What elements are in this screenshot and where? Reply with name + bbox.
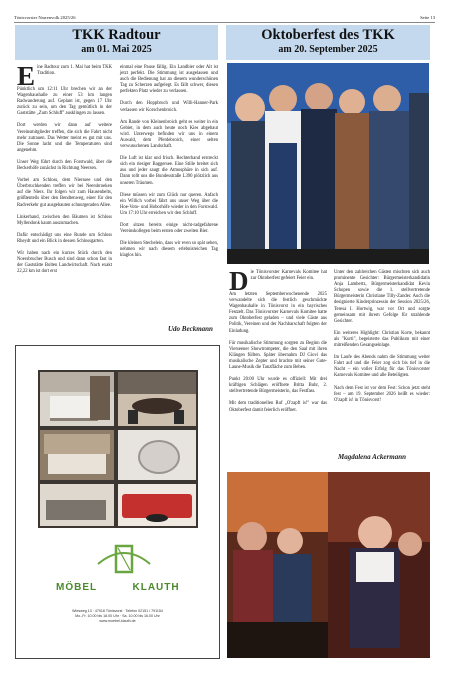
right-title-band	[226, 25, 430, 60]
paragraph: Nach dem Fest ist vor dem Fest: Schon jetzt steht fest – am 19. September 2026 heißt es wieder: O'zapft is! in Tönisvorst!	[334, 385, 430, 403]
living-photo	[40, 484, 114, 526]
paragraph: Vorbei am Schloss, dem Niersseе und den Überbruchkenden treffen wir bei Neersbroeken auf die Niers. Ihr folgen wir zum Hausenbelts, größtenteils über den Bendtenweg, einer für den Radverkehr gut ausgebauten schnurgeraden Allee.	[17, 178, 112, 208]
paragraph: Pünktlich um 12:11 Uhr brechen wir an der Wagenhaushalle zu einer 53 km langen Radwanderung auf. Geplant ist, gegen 17 Uhr zurück zu sein, um den Tag gemütlich in der Gaststätte „Zum Schluff" ausklingen zu lassen.	[17, 87, 112, 117]
party-photo-left	[227, 472, 328, 658]
left-article-col2	[120, 65, 218, 327]
ad-website: www.moebel-klauth.de	[99, 619, 136, 623]
page-number: Seite 13	[420, 15, 435, 20]
paragraph: Am letzten Septemberwochenende 2025 verwandelte sich die festlich geschmückte Wagenbauhalle in Tönisvorst in ein bayrisches Festzelt. Das Tönisvorster Karnevals Komitee hatte zum Oktoberfest geladen – und viele Gäste aus Politik, Vereinen und der Nachbarschaft folgten der Einladung.	[229, 292, 327, 334]
paragraph: Für musikalische Stimmung sorgten zu Beginn die Vierseener Showtrompeter, die den Saal mit ihren Klängen füllten. Später übernahm DJ Giovi das musikalische Zepter und brachte mit seiner Gute-Laune-Musik die Tanzfläche zum Beben.	[229, 340, 327, 371]
paragraph: Linkerhand, zwischen den Bäumen ist Schloss Myllendonk kaum auszumachen.	[17, 214, 112, 226]
paragraph: Ein weiteres Highlight: Christian Korte, bekannt als "Kurti", begeisterte das Publikum mit einer mitreißenden Gesangseinlage.	[334, 330, 430, 349]
logo-wordmark	[56, 582, 186, 593]
bedroom-photo	[40, 430, 114, 480]
left-dropcap: E	[17, 61, 36, 91]
paragraph: Diese müssen wir zum Glück nur queren. Anfach ein Willich vorbei fährt uns unser Weg über die Hoe-Voto- und Hoborhöfe wieder in den Forstwald. Um 17:10 Uhr erreichen wir den Schluff.	[120, 192, 218, 216]
paragraph: einmal eine Pause fällig. Ein Landbier oder Alt ist jetzt perfekt. Die Stimmung ist ausgelassen und auch die Bedienung hat an diesem wunderschönen Tag zu Scherzen aufgelegt. Es fällt schwer, diesen perfekten Platz wieder zu verlassen.	[120, 65, 218, 95]
paragraph: Durch den Hoppbruch und Willi-Hanner-Park verlassen wir Korschenbroich.	[120, 101, 218, 113]
right-signature: Magdalena Ackermann	[338, 453, 406, 461]
kitchen-photo	[40, 372, 114, 426]
oktoberfest-group-photo	[227, 63, 429, 264]
page-header	[14, 14, 435, 23]
paragraph: Punkt 20:00 Uhr wurde es offiziell: Mit drei kräftigen Schlägen eröffnete Britta Buhr, 2. stellvertretende Bürgermeisterin, das Festfass.	[229, 377, 327, 395]
party-photo-right	[328, 472, 430, 658]
table-photo	[118, 430, 196, 480]
furniture-advertisement	[15, 345, 220, 659]
ad-address: Wiesweg 13 · 47918 Tönisvorst · Telefon 02151 / 791154	[72, 609, 163, 613]
paragraph: ie Tönisvorster Karnevals Komitee hat zur Oktoberfest gefeiert Feier ein.	[250, 270, 327, 282]
paragraph: Unser Weg führt durch den Forstwald, über die Beckerhöfe zunächst in Richtung Neersen.	[17, 159, 112, 172]
paragraph: Dafür entschädigt uns eine Runde um Schloss Rheydt und ein Blick in dessen Schlossgarten.	[17, 232, 112, 244]
right-article-subtitle: am 20. September 2025	[278, 44, 378, 55]
paragraph: Dort werden wir dann auf weitere Vereinsmitglieder treffen, die sich die Fahrt nicht mehr zutrauen. Das Wetter meint es gut mit uns. Die Sonne lacht und die Temperaturen sind angenehm.	[17, 123, 112, 153]
publication-name: Tönisvorster Narrenvolk 2025/26	[14, 15, 76, 20]
left-article-title: TKK Radtour	[72, 27, 161, 43]
ad-photo-collage	[38, 370, 198, 528]
sofa-photo	[118, 484, 196, 526]
right-article-col2	[334, 270, 430, 456]
right-article-title: Oktoberfest des TKK	[261, 27, 395, 43]
left-article-subtitle: am 01. Mai 2025	[81, 44, 152, 55]
paragraph: Mit dem traditionellen Ruf „O'zapft is!" war das Oktoberfest damit feierlich eröffnet.	[229, 401, 327, 413]
ad-hours: Mo.-Fr. 10.00 bis 18.00 Uhr · Sa. 10.00 bis 16.00 Uhr	[75, 614, 160, 618]
brand-top: MÖBEL	[56, 582, 97, 593]
ad-contact	[22, 609, 213, 624]
dining-photo	[118, 372, 196, 426]
paragraph: ine Radtour zum 1. Mai hat beim TKK Tradition.	[37, 65, 112, 77]
paragraph: Die kleinen Stechelein, dass wir even so spät sehen, nehmen wir nach diesem erlebnisreichen Tag klaglos hin.	[120, 241, 218, 259]
left-article-col1	[17, 61, 112, 341]
paragraph: Im Laufe des Abends nahm die Stimmung weiter Fahrt auf und die Feier zog sich bis tief in die Nacht – ein voller Erfolg für das Tönisvorster Karnevals Komitee und alle Beteiligten.	[334, 355, 430, 379]
left-signature: Udo Beckmann	[168, 325, 213, 333]
paragraph: Dort sitzen bereits einige nicht-radgefahrene Vereinskollegen beim ersten oder zweiten Bier.	[120, 222, 218, 235]
brand-bottom: KLAUTH	[132, 582, 180, 593]
paragraph: Am Rande von Kleinenbroich geht es weiter in ein Gebiet, in dem auch heute noch Kies abgebaut wird. Unterwegs befinden wir uns in einem Auwald, dem Pferdebroich, einer selten verwunschenen Landschaft.	[120, 119, 218, 150]
right-dropcap: D	[229, 266, 249, 296]
paragraph: Die Luft ist klar und frisch. Rechterhand erstreckt sich ein riesiger Baggersee. Eine Stille breitet sich aus und jeder saugt die Atmosphäre in sich auf. Dann rollt uns die Bundesstraße L390 plötzlich aus unseren Träumen.	[120, 156, 218, 186]
left-title-band	[15, 25, 218, 60]
paragraph: Unter den zahlreichen Gästen mischten sich auch prominente Gesichter: Bürgermeisterkandidatin Anja Lambertz, Bürgermeisterkandidat Kevin Schopen sowie die 1. stellvertretende Bürgermeisterin Christiane Tilly-Zander. Auch die designierte Kinderprinzessin der Session 2025/26, Teresa I. Hortwig, war vor Ort und sorgte gemeinsam mit ihrem Gefolge für strahlende Gesichter.	[334, 270, 430, 324]
paragraph: Wir haben nach ein kurzes Stück durch den Noersbrucher Busch und sind dann schon fast in der Gaststätte Bolten Landwirtschaft. Nach exakt 22,22 km ist dort erst	[17, 250, 112, 275]
right-article-col1	[229, 266, 327, 470]
